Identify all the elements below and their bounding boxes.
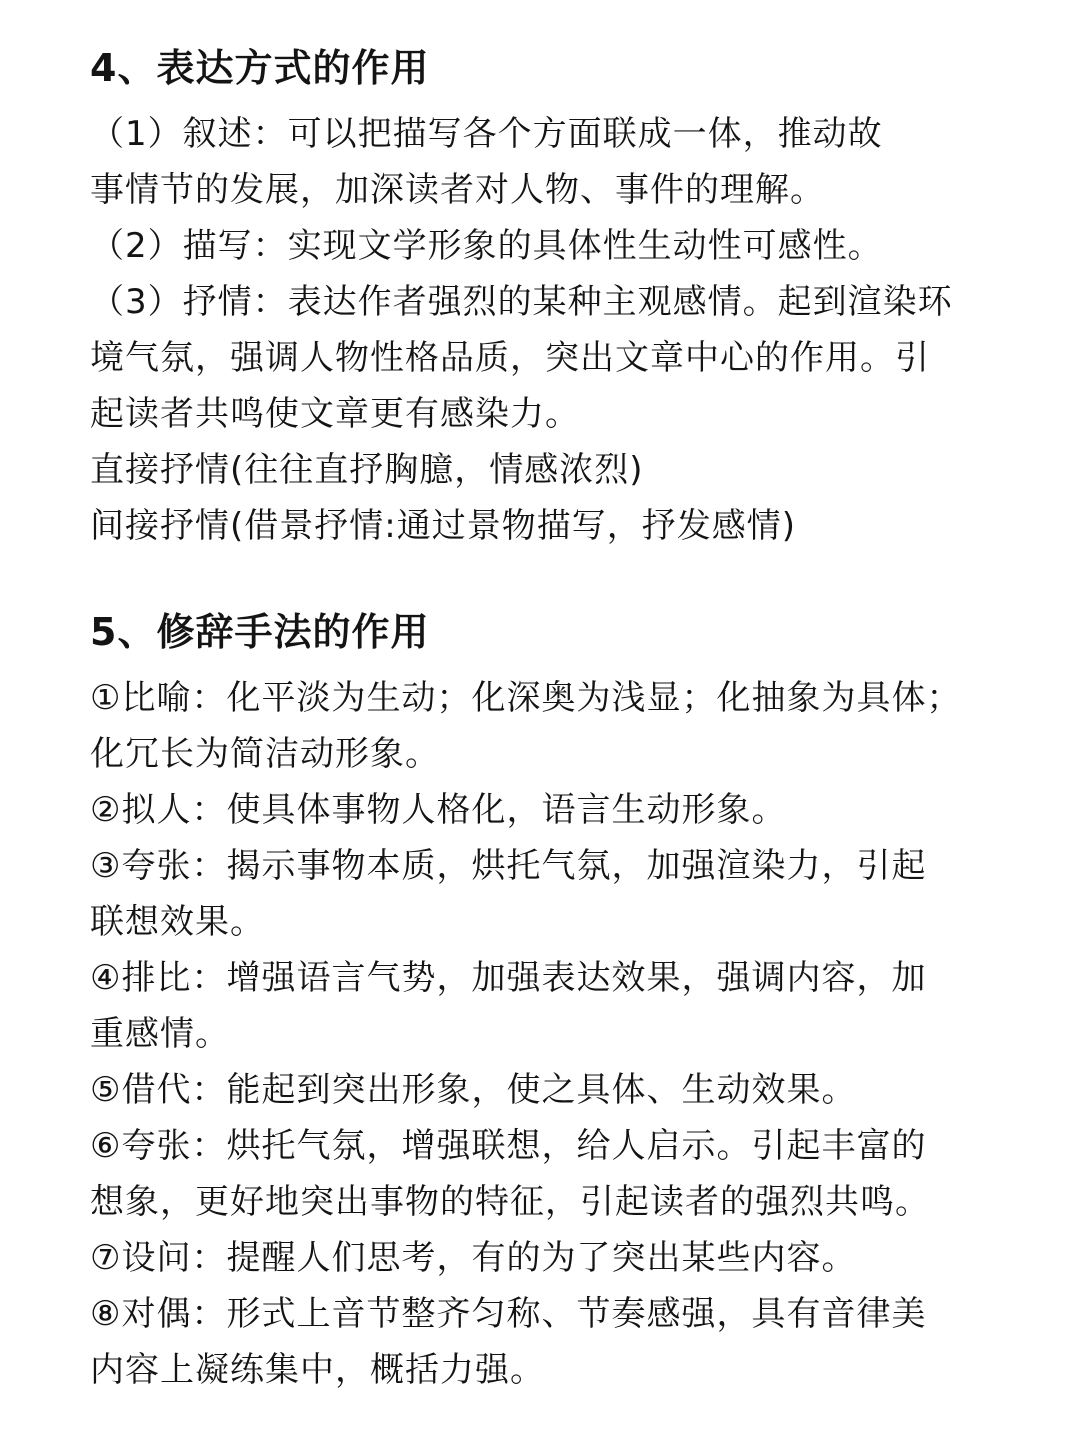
list-item-metonymy xyxy=(90,1062,1050,1118)
item-number: ① xyxy=(90,678,122,718)
item-text: 借代：能起到突出形象，使之具体、生动效果。 xyxy=(121,1070,857,1110)
item-text: 拟人：使具体事物人格化，语言生动形象。 xyxy=(121,790,787,830)
item-number: （2） xyxy=(90,226,183,266)
item-text: 设问：提醒人们思考，有的为了突出某些内容。 xyxy=(121,1238,857,1278)
item-text-cont: 化冗长为简洁动形象。 xyxy=(90,734,440,774)
item-number: ⑦ xyxy=(90,1238,122,1278)
item-text-cont: 内容上凝练集中，概括力强。 xyxy=(90,1350,545,1390)
document-page xyxy=(90,40,1050,1398)
item-number: （3） xyxy=(90,282,183,322)
list-item-lyric xyxy=(90,274,1050,442)
item-number: （1） xyxy=(90,114,183,154)
item-text-cont: 起读者共鸣使文章更有感染力。 xyxy=(90,394,580,434)
item-text-cont: 事情节的发展，加深读者对人物、事件的理解。 xyxy=(90,170,825,210)
item-text: 夸张：烘托气氛，增强联想，给人启示。引起丰富的 xyxy=(121,1126,927,1166)
item-number: ⑤ xyxy=(90,1070,122,1110)
list-item-rhetorical-question xyxy=(90,1230,1050,1286)
list-item-hyperbole-2 xyxy=(90,1118,1050,1230)
item-number: ⑥ xyxy=(90,1126,122,1166)
section-title-rhetoric: 5、修辞手法的作用 xyxy=(90,610,430,654)
item-text: 叙述：可以把描写各个方面联成一体，推动故 xyxy=(182,114,883,154)
item-number: ④ xyxy=(90,958,122,998)
item-text: 描写：实现文学形象的具体性生动性可感性。 xyxy=(182,226,883,266)
item-number: ② xyxy=(90,790,122,830)
item-number: ③ xyxy=(90,846,122,886)
item-text-cont: 境气氛，强调人物性格品质，突出文章中心的作用。引 xyxy=(90,338,930,378)
item-text-cont: 想象，更好地突出事物的特征，引起读者的强烈共鸣。 xyxy=(90,1182,930,1222)
item-text: 排比：增强语言气势，加强表达效果，强调内容，加 xyxy=(121,958,927,998)
indirect-lyric-line: 间接抒情(借景抒情:通过景物描写，抒发感情) xyxy=(90,506,796,546)
item-text: 对偶：形式上音节整齐匀称、节奏感强，具有音律美 xyxy=(121,1294,927,1334)
section-title-expression: 4、表达方式的作用 xyxy=(90,46,430,90)
item-text-cont: 联想效果。 xyxy=(90,902,265,942)
watermark-smudge xyxy=(932,1306,1002,1346)
item-text: 夸张：揭示事物本质，烘托气氛，加强渲染力，引起 xyxy=(121,846,927,886)
item-number: ⑧ xyxy=(90,1294,122,1334)
item-text: 抒情：表达作者强烈的某种主观感情。起到渲染环 xyxy=(182,282,953,322)
item-text: 比喻：化平淡为生动；化深奥为浅显；化抽象为具体； xyxy=(121,678,962,718)
list-item-hyperbole xyxy=(90,838,1050,950)
list-item-personification xyxy=(90,782,1050,838)
list-item-antithesis xyxy=(90,1286,1050,1398)
list-item-metaphor xyxy=(90,670,1050,782)
item-text-cont: 重感情。 xyxy=(90,1014,230,1054)
direct-lyric-line: 直接抒情(往往直抒胸臆，情感浓烈) xyxy=(90,450,644,490)
list-item-description xyxy=(90,218,1050,274)
list-item-narration xyxy=(90,106,1050,218)
list-item-parallelism xyxy=(90,950,1050,1062)
